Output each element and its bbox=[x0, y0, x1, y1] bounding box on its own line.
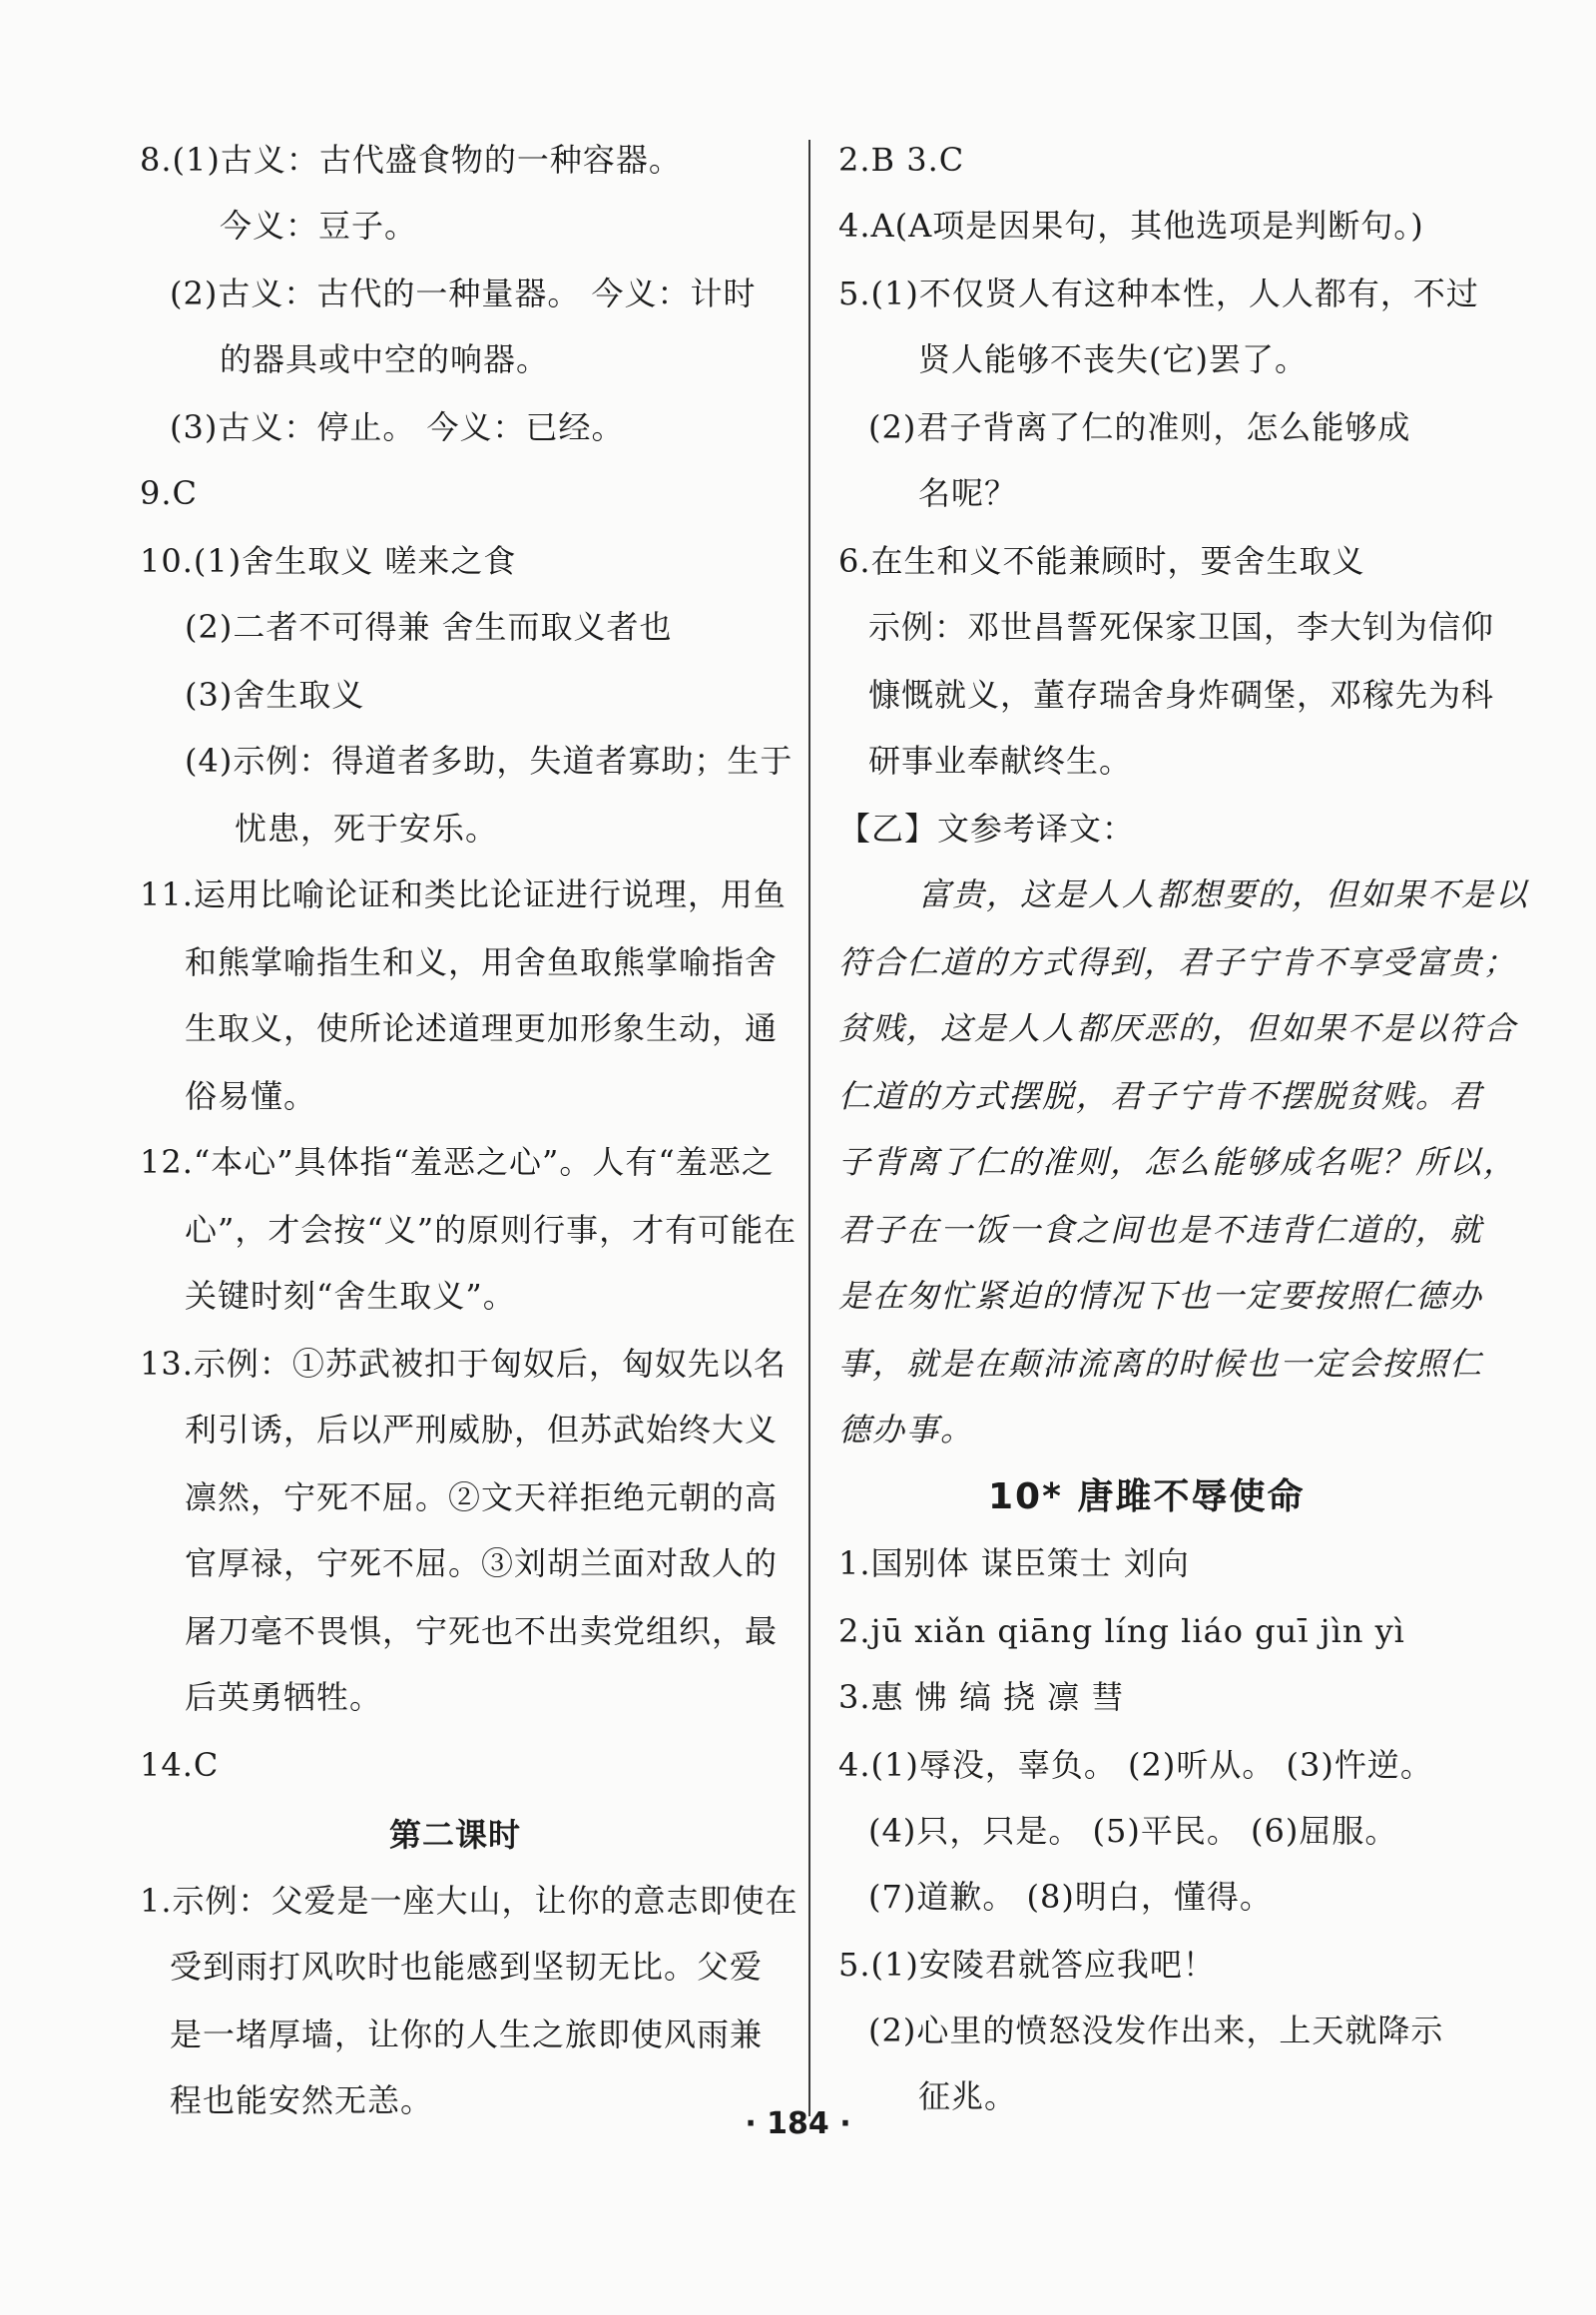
answer-line: (2)二者不可得兼 舍生而取义者也 bbox=[185, 608, 673, 646]
answer-line: 关键时刻“舍生取义”。 bbox=[185, 1277, 516, 1315]
answer-line: 5.(1)安陵君就答应我吧！ bbox=[838, 1946, 1216, 1984]
answer-line: 利引诱，后以严刑威胁，但苏武始终大义 bbox=[185, 1411, 779, 1448]
answer-line: 征兆。 bbox=[918, 2077, 1018, 2115]
answer-line: (3)古义：停止。 今义：已经。 bbox=[170, 408, 625, 446]
answer-line: 研事业奉献终生。 bbox=[868, 742, 1133, 780]
answer-line: 今义：豆子。 bbox=[220, 207, 418, 245]
answer-line: 屠刀毫不畏惧，宁死也不出卖党组织，最 bbox=[185, 1612, 779, 1650]
answer-line: 12.“本心”具体指“羞恶之心”。人有“羞恶之 bbox=[140, 1143, 775, 1181]
translation-line: 仁道的方式摆脱，君子宁肯不摆脱贫贱。君 bbox=[838, 1077, 1484, 1115]
page-number: · 184 · bbox=[745, 2106, 851, 2141]
translation-line: 事，就是在颠沛流离的时候也一定会按照仁 bbox=[838, 1345, 1484, 1383]
answer-line: 2.jū xiǎn qiāng líng liáo guī jìn yì bbox=[838, 1612, 1405, 1650]
answer-line: (3)舍生取义 bbox=[185, 676, 365, 714]
answer-line: 凛然，宁死不屈。②文天祥拒绝元朝的高 bbox=[185, 1478, 779, 1516]
answer-line: 11.运用比喻论证和类比论证进行说理，用鱼 bbox=[140, 875, 787, 913]
answer-line: 6.在生和义不能兼顾时，要舍生取义 bbox=[838, 542, 1365, 580]
answer-line: 名呢？ bbox=[918, 474, 1018, 512]
answer-line: 14.C bbox=[140, 1746, 220, 1784]
column-divider bbox=[808, 140, 810, 2116]
translation-line: 符合仁道的方式得到，君子宁肯不享受富贵； bbox=[838, 943, 1518, 981]
answer-line: 生取义，使所论述道理更加形象生动，通 bbox=[185, 1009, 779, 1047]
answer-line: 3.惠 怫 缟 挠 凛 彗 bbox=[838, 1678, 1125, 1716]
answer-line: 贤人能够不丧失(它)罢了。 bbox=[918, 340, 1308, 378]
answer-line: 程也能安然无恙。 bbox=[170, 2081, 434, 2119]
answer-line: 2.B 3.C bbox=[838, 141, 965, 179]
answer-line: 受到雨打风吹时也能感到坚韧无比。父爱 bbox=[170, 1948, 764, 1986]
answer-line: 4.A(A项是因果句，其他选项是判断句。) bbox=[838, 207, 1424, 245]
answer-line: 1.示例：父爱是一座大山，让你的意志即使在 bbox=[140, 1882, 798, 1920]
answer-line: 的器具或中空的响器。 bbox=[220, 340, 550, 378]
answer-line: (2)君子背离了仁的准则，怎么能够成 bbox=[868, 408, 1411, 446]
answer-line: 9.C bbox=[140, 474, 199, 512]
answer-line: 【乙】文参考译文： bbox=[838, 810, 1136, 848]
lesson-title: 10* 唐雎不辱使命 bbox=[988, 1476, 1306, 1517]
translation-line: 贫贱，这是人人都厌恶的，但如果不是以符合 bbox=[838, 1009, 1518, 1047]
translation-line: 子背离了仁的准则，怎么能够成名呢？所以， bbox=[838, 1143, 1518, 1181]
answer-line: 心”，才会按“义”的原则行事，才有可能在 bbox=[185, 1211, 798, 1249]
answer-line: 4.(1)辱没，辜负。 (2)听从。 (3)忤逆。 bbox=[838, 1746, 1433, 1784]
answer-line: (4)只，只是。 (5)平民。 (6)屈服。 bbox=[868, 1812, 1398, 1850]
answer-line: 示例：邓世昌誓死保家卫国，李大钊为信仰 bbox=[868, 608, 1495, 646]
answer-line: 是一堵厚墙，让你的人生之旅即使风雨兼 bbox=[170, 2016, 764, 2053]
translation-line: 德办事。 bbox=[838, 1411, 975, 1448]
translation-line: 是在匆忙紧迫的情况下也一定要按照仁德办 bbox=[838, 1277, 1484, 1315]
answer-line: 官厚禄，宁死不屈。③刘胡兰面对敌人的 bbox=[185, 1544, 779, 1582]
answer-line: 1.国别体 谋臣策士 刘向 bbox=[838, 1544, 1190, 1582]
answer-line: (2)心里的愤怒没发作出来，上天就降示 bbox=[868, 2012, 1444, 2049]
section-heading: 第二课时 bbox=[389, 1816, 522, 1854]
answer-line: (4)示例：得道者多助，失道者寡助；生于 bbox=[185, 742, 794, 780]
translation-line: 富贵，这是人人都想要的，但如果不是以 bbox=[918, 875, 1530, 913]
answer-line: 忧患，死于安乐。 bbox=[235, 810, 499, 848]
answer-line: 后英勇牺牲。 bbox=[185, 1678, 383, 1716]
answer-line: (2)古义：古代的一种量器。 今义：计时 bbox=[170, 275, 757, 312]
answer-line: 5.(1)不仅贤人有这种本性，人人都有，不过 bbox=[838, 275, 1479, 312]
answer-line: 慷慨就义，董存瑞舍身炸碉堡，邓稼先为科 bbox=[868, 676, 1495, 714]
answer-line: 俗易懂。 bbox=[185, 1077, 317, 1115]
answer-line: 10.(1)舍生取义 嗟来之食 bbox=[140, 542, 517, 580]
answer-line: 和熊掌喻指生和义，用舍鱼取熊掌喻指舍 bbox=[185, 943, 779, 981]
answer-line: (7)道歉。 (8)明白，懂得。 bbox=[868, 1878, 1273, 1916]
answer-line: 13.示例：①苏武被扣于匈奴后，匈奴先以名 bbox=[140, 1345, 787, 1383]
translation-line: 君子在一饭一食之间也是不违背仁道的，就 bbox=[838, 1211, 1484, 1249]
answer-line: 8.(1)古义：古代盛食物的一种容器。 bbox=[140, 141, 682, 179]
